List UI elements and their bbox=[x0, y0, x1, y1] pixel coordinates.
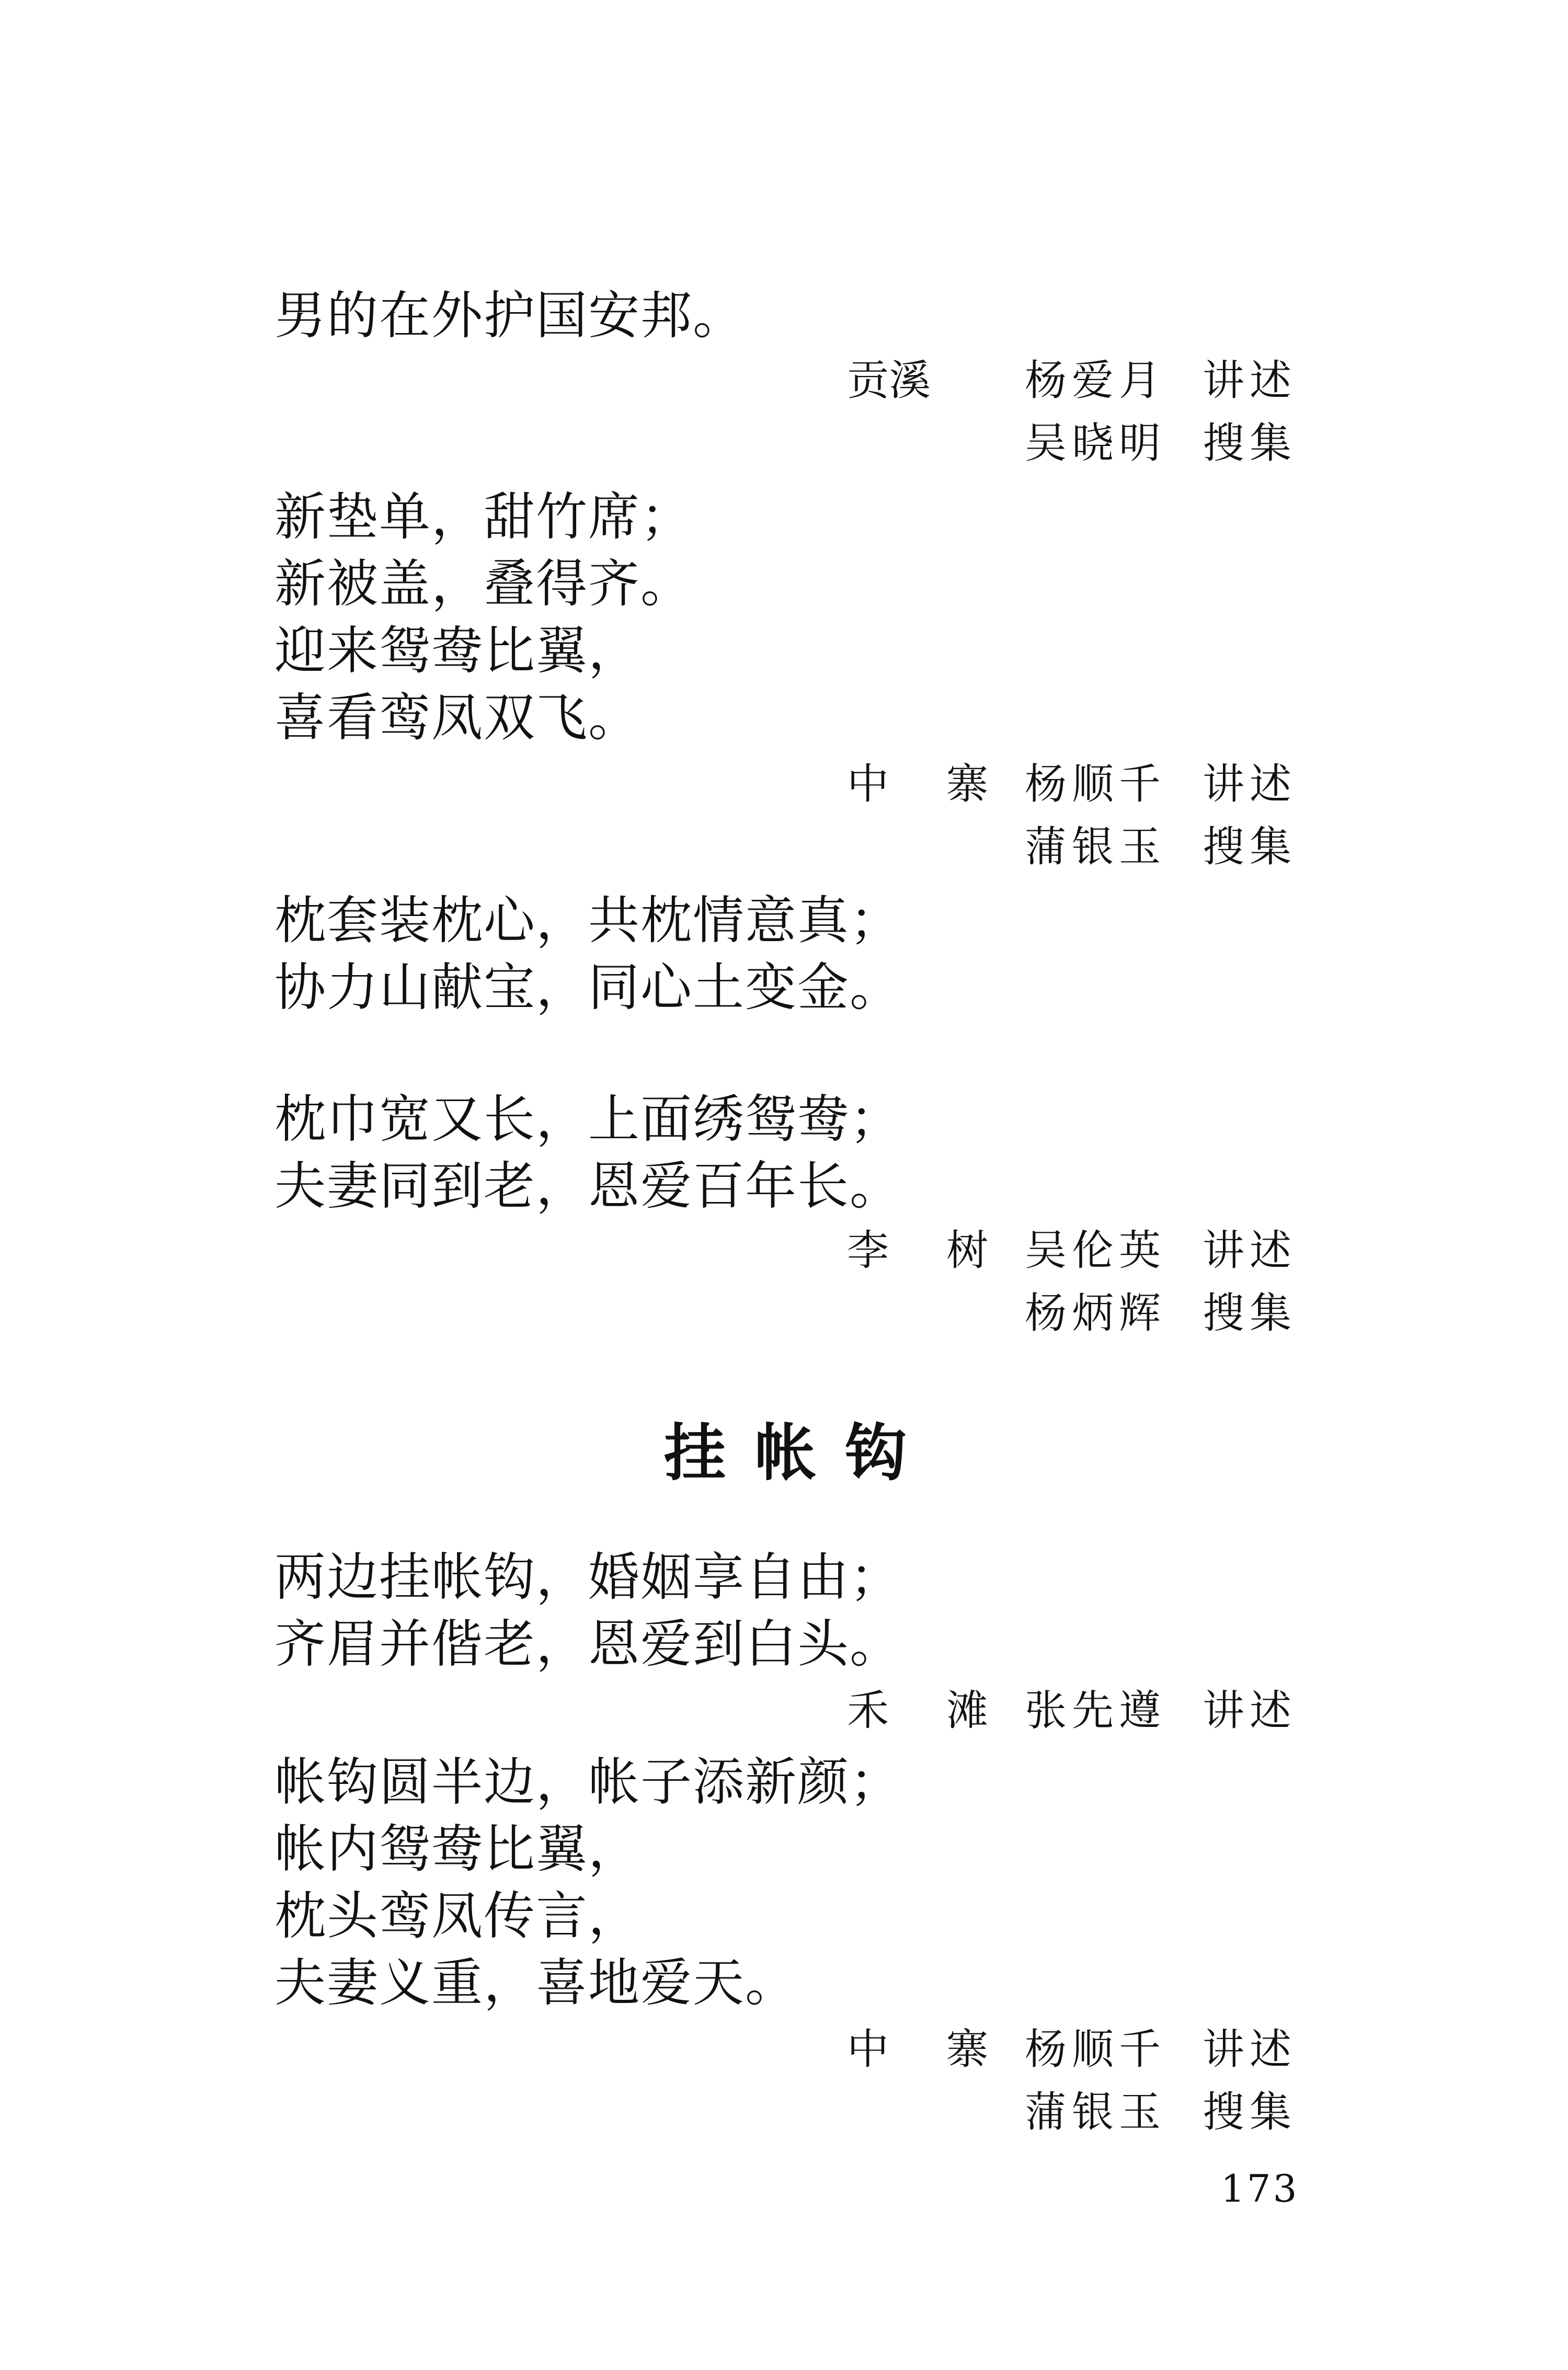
verse-line: 夫妻义重，喜地爱天。 bbox=[274, 1953, 798, 2013]
credit-name: 杨顺千 bbox=[1025, 2025, 1166, 2074]
page-number: 173 bbox=[1221, 2167, 1299, 2211]
verse-line: 齐眉并偕老，恩爱到白头。 bbox=[274, 1615, 902, 1674]
verse-line: 枕巾宽又长，上面绣鸳鸯； bbox=[274, 1090, 902, 1149]
credit-place: 中寨 bbox=[847, 760, 1046, 808]
credit-role: 讲述 bbox=[1203, 2025, 1297, 2074]
verse-line: 迎来鸳鸯比翼， bbox=[274, 621, 641, 681]
verse-line: 夫妻同到老，恩爱百年长。 bbox=[274, 1157, 902, 1216]
verse-line: 帐钩圆半边，帐子添新颜； bbox=[274, 1753, 902, 1812]
credit-role: 讲述 bbox=[1203, 356, 1297, 405]
verse-line: 新垫单，甜竹席； bbox=[274, 487, 693, 547]
credit-role: 搜集 bbox=[1203, 822, 1297, 871]
credit-role: 讲述 bbox=[1203, 760, 1297, 808]
verse-line: 枕套装枕心，共枕情意真； bbox=[274, 891, 902, 951]
credit-role: 搜集 bbox=[1203, 419, 1297, 467]
credit-place: 禾滩 bbox=[847, 1686, 1046, 1735]
credit-name: 杨炳辉 bbox=[1025, 1289, 1166, 1337]
credit-place: 李树 bbox=[847, 1226, 1046, 1275]
credit-role: 讲述 bbox=[1203, 1226, 1297, 1275]
verse-line: 两边挂帐钩，婚姻享自由； bbox=[274, 1548, 902, 1607]
verse-line: 男的在外护国安邦。 bbox=[274, 286, 746, 346]
credit-place: 中寨 bbox=[847, 2025, 1046, 2074]
credit-name: 杨顺千 bbox=[1025, 760, 1166, 808]
credit-name: 吴晓明 bbox=[1025, 419, 1166, 467]
credit-role: 搜集 bbox=[1203, 2088, 1297, 2136]
section-heading: 挂帐钩 bbox=[664, 1416, 936, 1489]
credit-role: 讲述 bbox=[1203, 1686, 1297, 1735]
credit-name: 张先遵 bbox=[1025, 1686, 1166, 1735]
credit-place: 贡溪 bbox=[847, 356, 931, 405]
verse-line: 喜看鸾凤双飞。 bbox=[274, 688, 641, 748]
verse-line: 新被盖，叠得齐。 bbox=[274, 554, 693, 614]
credit-name: 蒲银玉 bbox=[1025, 822, 1166, 871]
credit-role: 搜集 bbox=[1203, 1289, 1297, 1337]
credit-name: 蒲银玉 bbox=[1025, 2088, 1166, 2136]
verse-line: 帐内鸳鸯比翼， bbox=[274, 1819, 641, 1879]
verse-line: 协力山献宝，同心土变金。 bbox=[274, 958, 902, 1017]
verse-line: 枕头鸾凤传言， bbox=[274, 1886, 641, 1946]
credit-name: 吴伦英 bbox=[1025, 1226, 1166, 1275]
credit-name: 杨爱月 bbox=[1025, 356, 1166, 405]
